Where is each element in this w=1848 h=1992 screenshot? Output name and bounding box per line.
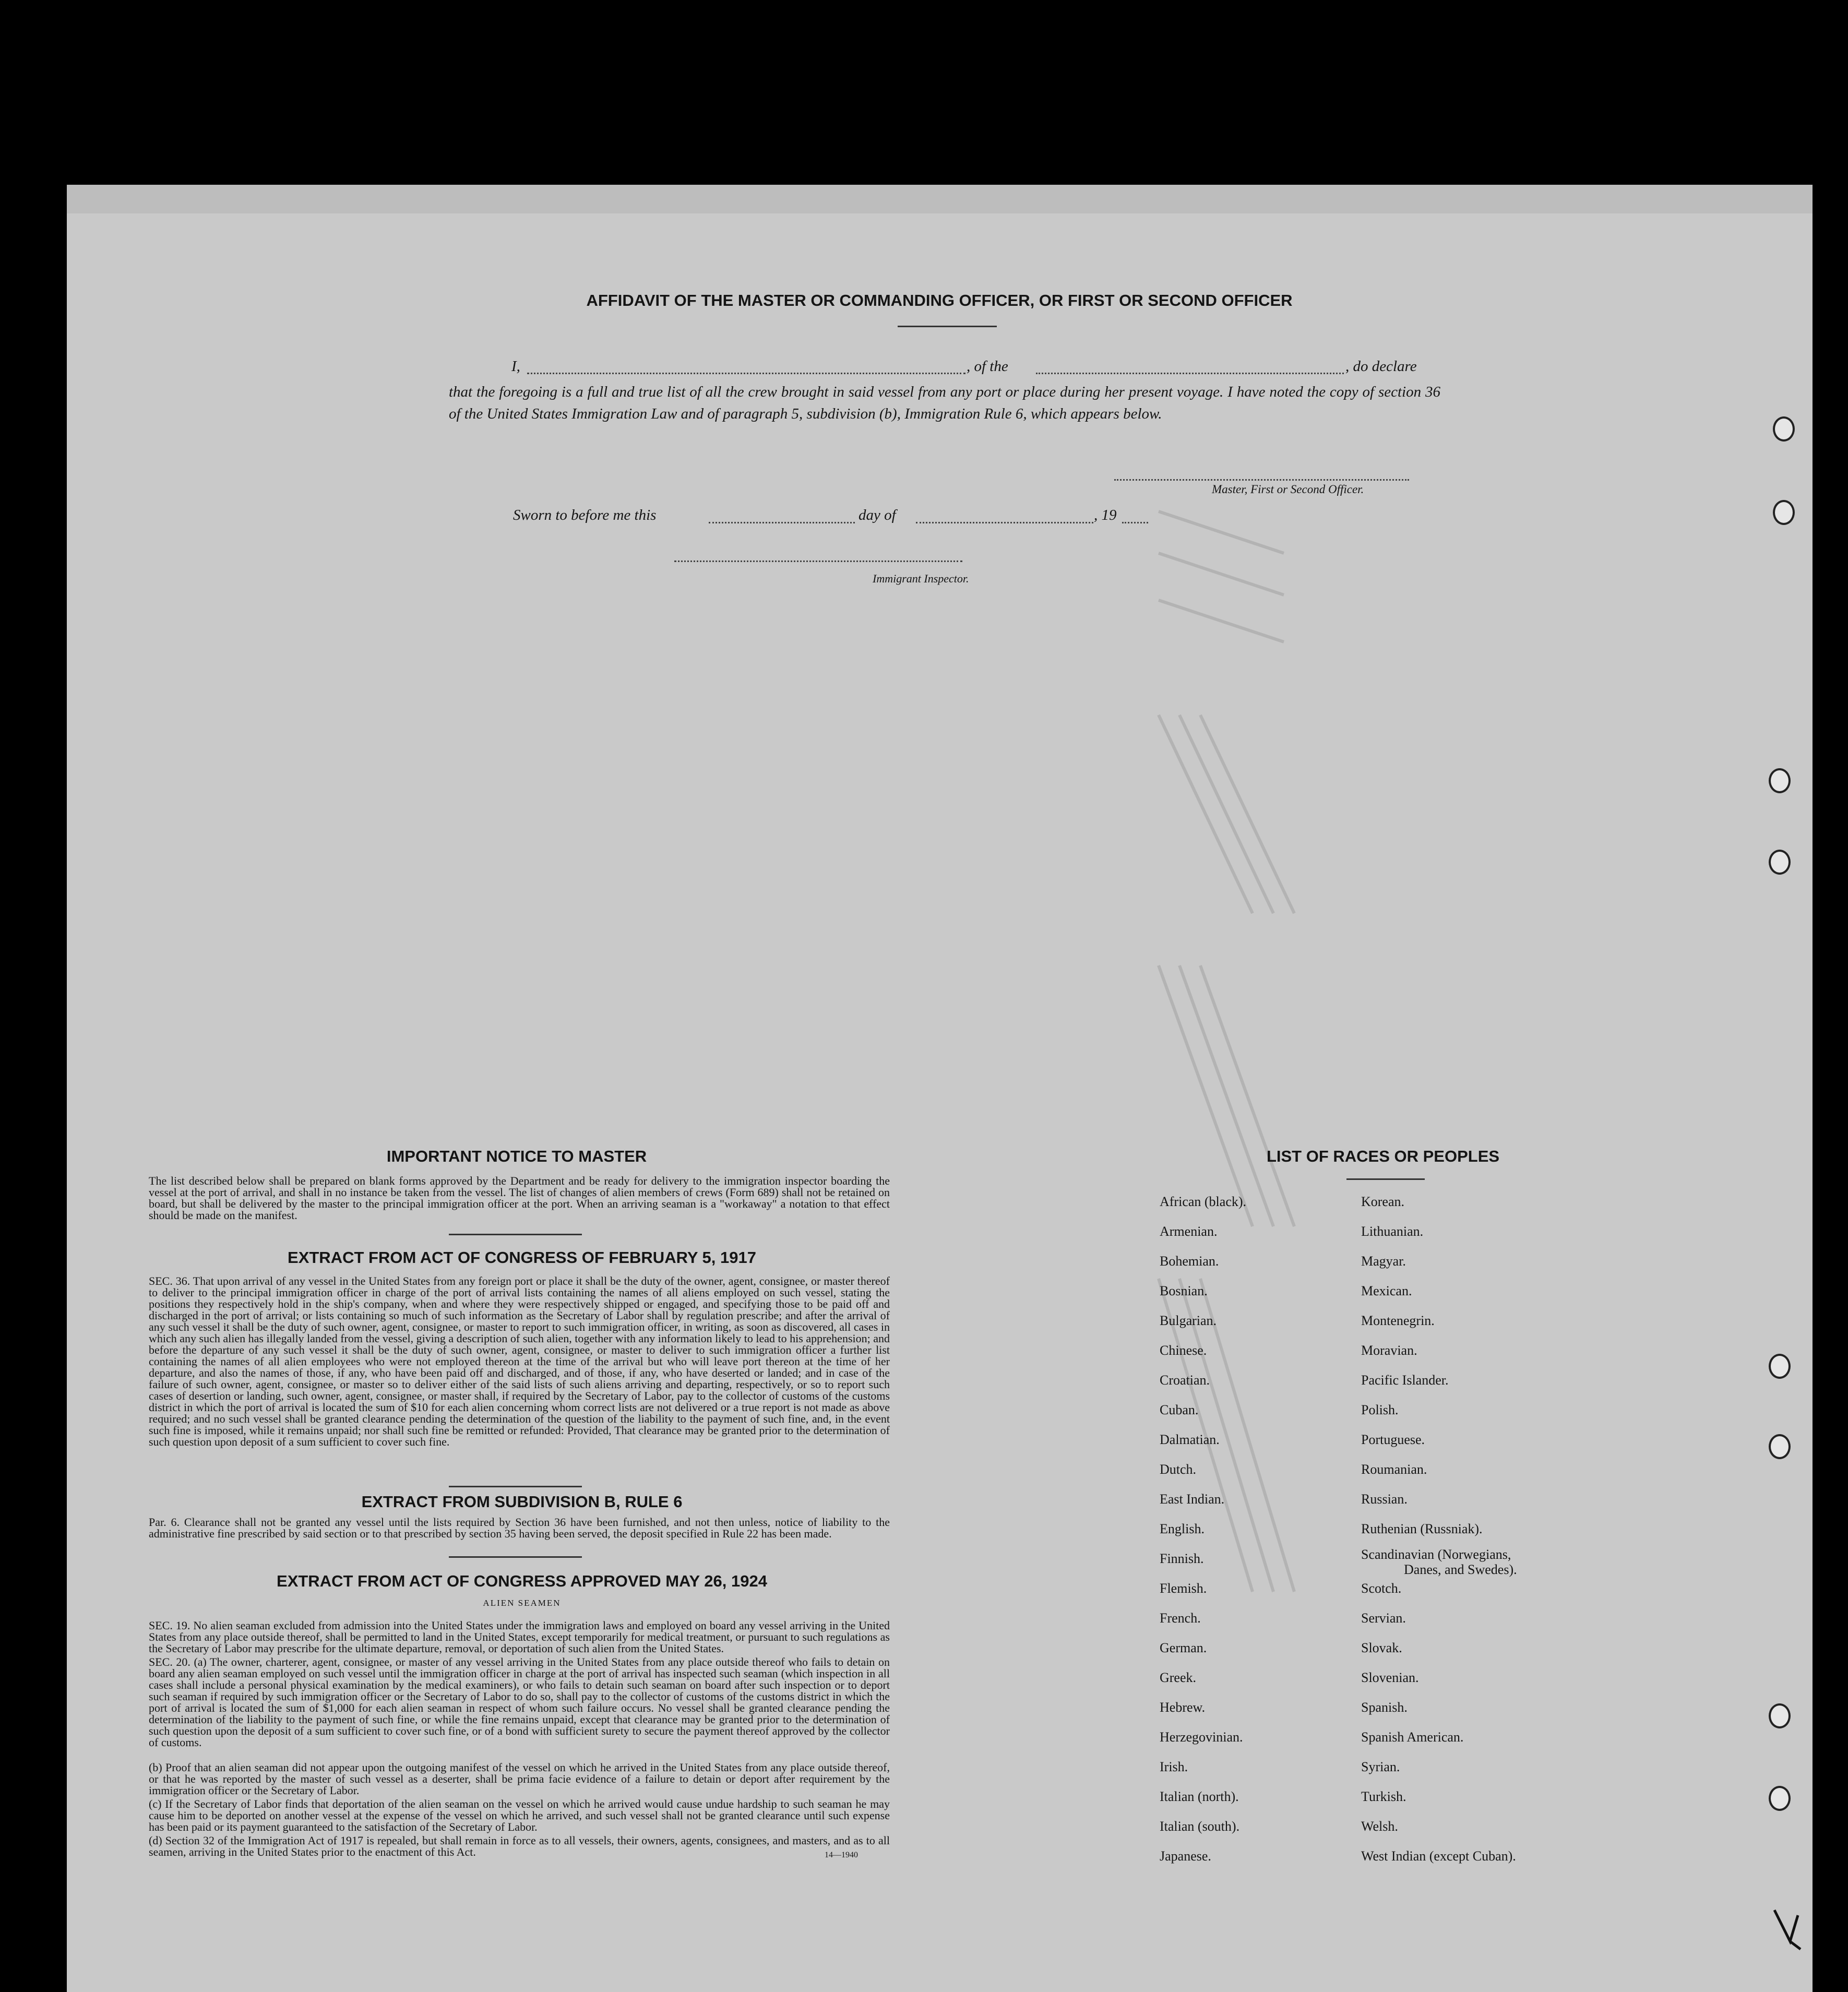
race-item: Turkish. — [1361, 1789, 1406, 1804]
race-item: Slovenian. — [1361, 1670, 1419, 1685]
name-field[interactable] — [527, 373, 965, 374]
race-item: Italian (north). — [1160, 1789, 1239, 1804]
handwritten-mark — [1769, 1905, 1806, 1952]
punch-hole-4 — [1769, 850, 1791, 875]
race-item: Hebrew. — [1160, 1700, 1206, 1715]
extract-1917-title: EXTRACT FROM ACT OF CONGRESS OF FEBRUARY 5, 1917 — [288, 1248, 756, 1267]
affidavit-of-the: , of the — [967, 358, 1008, 375]
punch-hole-1 — [1773, 416, 1795, 442]
punch-hole-7 — [1769, 1703, 1791, 1728]
race-item: Bosnian. — [1160, 1283, 1208, 1298]
race-item: Irish. — [1160, 1759, 1188, 1774]
race-item: Bohemian. — [1160, 1254, 1219, 1269]
race-item: Spanish. — [1361, 1700, 1408, 1715]
race-item: Flemish. — [1160, 1581, 1207, 1596]
day-of-label: day of — [859, 507, 896, 523]
race-item: Italian (south). — [1160, 1819, 1240, 1834]
rule6-body: Par. 6. Clearance shall not be granted any vessel until the lists required by Section 36 have been furnished, and not then unless, notice of liability to the administrative fine prescribed by said section or to that prescribed by section 35 having been served, the deposit specified in Rule 22 has been made. — [149, 1516, 890, 1540]
year-label: , 19 — [1094, 507, 1117, 523]
races-underline — [1346, 1178, 1425, 1180]
race-item: Bulgarian. — [1160, 1313, 1217, 1328]
master-signature-line[interactable] — [1114, 479, 1409, 481]
races-title: LIST OF RACES OR PEOPLES — [1266, 1147, 1500, 1165]
punch-hole-6 — [1769, 1434, 1791, 1459]
race-item: Syrian. — [1361, 1759, 1400, 1774]
punch-hole-3 — [1769, 768, 1791, 793]
rule6-title: EXTRACT FROM SUBDIVISION B, RULE 6 — [361, 1493, 683, 1511]
race-item: Slovak. — [1361, 1640, 1402, 1655]
race-item: Servian. — [1361, 1611, 1406, 1626]
extract-1917-body: SEC. 36. That upon arrival of any vessel in the United States from any foreign port or place it shall be the duty of the owner, agent, consignee, or master thereof to deliver to the principal immigration officer in charge of the port of arrival lists containing the names of all aliens employed on such vessel, stating the positions they respectively hold in the ship's company, when and where they were respectively shipped or engaged, and specifying those to be paid off and discharged in the port of arrival; or lists containing so much of such information as the Secretary of Labor shall by regulation prescribe; and after the arrival of any such vessel it shall be the duty of such owner, agent, consignee, or master to report to such immigration officer, in writing, as soon as discovered, all cases in which any such alien has illegally landed from the vessel, giving a description of such alien, together with any information likely to lead to his apprehension; and before the departure of any such vessel it shall be the duty of such owner, agent, consignee, or master to deliver to such immigration officer a further list containing the names of all alien employees who were not employed thereon at the time of the arrival but who will leave port thereon at the time of her departure, and also the names of those, if any, who have been paid off and discharged, and of those, if any, who have deserted or landed; and in case of the failure of such owner, agent, consignee, or master so to deliver either of the said lists of such aliens arriving and departing, respectively, or so to report such cases of desertion or landing, such owner, agent, consignee, or master shall, if required by the Secretary of Labor, pay to the collector of customs of the customs district in which the port of arrival is located the sum of $10 for each alien concerning whom correct lists are not delivered or a true report is not made as above required; and no such vessel shall be granted clearance pending the determination of the question of the liability to the payment of such fine, and, in the event such fine is imposed, while it remains unpaid; nor shall such fine be remitted or refunded: Provided, That clearance may be granted prior to the determination of such question upon deposit of a sum sufficient to cover such fine. — [149, 1274, 890, 1448]
sec20c-body: (c) If the Secretary of Labor finds that deportation of the alien seaman on the vessel on which he arrived would cause undue hardship to such seaman he may cause him to be deported on another vessel at the expense of the vessel on which he arrived, and such vessel shall not be granted clearance until such expense has been paid or its payment guaranteed to the satisfaction of the Secretary of Labor. — [149, 1797, 890, 1833]
race-item: Herzegovinian. — [1160, 1729, 1243, 1745]
sec20d-body: (d) Section 32 of the Immigration Act of 1917 is repealed, but shall remain in force as to all vessels, their owners, agents, consignees, and masters, and as to all seamen, arriving in the United States prior to the enactment of this Act. — [149, 1834, 890, 1858]
race-item: Roumanian. — [1361, 1462, 1427, 1477]
race-item: West Indian (except Cuban). — [1361, 1848, 1516, 1864]
page-top-strip — [67, 185, 1813, 213]
alien-seamen-subtitle: ALIEN SEAMEN — [483, 1598, 561, 1608]
punch-hole-5 — [1769, 1354, 1791, 1379]
affidavit-body: that the foregoing is a full and true list of all the crew brought in said vessel from any port or place during her present voyage. I have noted the copy of section 36 of the United States Immigration Law and of paragraph 5, subdivision (b), Immigration Rule 6, which appears below. — [449, 384, 1440, 422]
race-item: Spanish American. — [1361, 1729, 1464, 1745]
race-item: Montenegrin. — [1361, 1313, 1435, 1328]
divider-3 — [449, 1556, 582, 1558]
notice-title: IMPORTANT NOTICE TO MASTER — [386, 1147, 647, 1165]
race-item: Japanese. — [1160, 1848, 1211, 1864]
race-item: Moravian. — [1361, 1343, 1417, 1358]
punch-hole-8 — [1769, 1786, 1791, 1811]
race-item: East Indian. — [1160, 1492, 1225, 1507]
race-item: Dutch. — [1160, 1462, 1197, 1477]
race-item: Russian. — [1361, 1492, 1408, 1507]
form-number: 14—1940 — [825, 1851, 858, 1859]
title-underline — [898, 326, 997, 327]
affidavit-i: I, — [511, 358, 520, 375]
inspector-signature-line[interactable] — [674, 560, 962, 562]
race-item: Korean. — [1361, 1194, 1405, 1209]
race-item: Portuguese. — [1361, 1432, 1425, 1447]
race-item: Greek. — [1160, 1670, 1197, 1685]
punch-hole-2 — [1773, 500, 1795, 525]
race-item: Welsh. — [1361, 1819, 1398, 1834]
race-item: Scandinavian (Norwegians, — [1361, 1547, 1511, 1562]
race-item: Magyar. — [1361, 1254, 1406, 1269]
notice-body: The list described below shall be prepared on blank forms approved by the Department and be ready for delivery to the immigration inspector boarding the vessel at the port of arrival, and shall in no instance be taken from the vessel. The list of changes of alien members of crews (Form 689) shall not be retained on board, but shall be delivered by the master to the principal immigration officer at the port. When an arriving seaman is a "workaway" a notation to that effect should be made on the manifest. — [149, 1174, 890, 1222]
vessel-field[interactable] — [1036, 373, 1344, 374]
affidavit-title: AFFIDAVIT OF THE MASTER OR COMMANDING OFFICER, OR FIRST OR SECOND OFFICER — [586, 291, 1293, 309]
race-item: Chinese. — [1160, 1343, 1207, 1358]
race-item: Croatian. — [1160, 1373, 1210, 1388]
race-item: English. — [1160, 1521, 1205, 1536]
race-item: Cuban. — [1160, 1402, 1199, 1417]
race-scandinavian-cont: Danes, and Swedes). — [1404, 1562, 1517, 1577]
race-item: Dalmatian. — [1160, 1432, 1220, 1447]
sec19-body: SEC. 19. No alien seaman excluded from admission into the United States under the immigration laws and employed on board any vessel arriving in the United States from any place outside thereof, shall be permitted to land in the United States, except temporarily for medical treatment, or pursuant to such regulations as the Secretary of Labor may prescribe for the ultimate departure, removal, or deportation of such alien from the United States. — [149, 1619, 890, 1655]
sworn-month-field[interactable] — [916, 522, 1093, 523]
race-item: African (black). — [1160, 1194, 1247, 1209]
race-item: Finnish. — [1160, 1551, 1204, 1566]
race-item: Armenian. — [1160, 1224, 1218, 1239]
race-item: Pacific Islander. — [1361, 1373, 1449, 1388]
race-item: Polish. — [1361, 1402, 1399, 1417]
extract-1924-title: EXTRACT FROM ACT OF CONGRESS APPROVED MAY 26, 1924 — [277, 1572, 767, 1590]
affidavit-do-declare: , do declare — [1345, 358, 1417, 375]
sec20b-body: (b) Proof that an alien seaman did not appear upon the outgoing manifest of the vessel on which he arrived in the United States from any place outside thereof, or that he was reported by the master of such vessel as a deserter, shall be prima facie evidence of a failure to detain or deport after requirement by the immigration officer or the Secretary of Labor. — [149, 1761, 890, 1797]
race-item: Lithuanian. — [1361, 1224, 1424, 1239]
sworn-label: Sworn to before me this — [513, 507, 657, 523]
race-item: Scotch. — [1361, 1581, 1402, 1596]
divider-1 — [449, 1234, 582, 1235]
sec20a-body: SEC. 20. (a) The owner, charterer, agent, consignee, or master of any vessel arriving in the United States from any place outside thereof who fails to detain on board any alien seaman employed on such vessel until the immigration officer in charge at the port of arrival has inspected such seaman (which inspection in all cases shall include a personal physical examination by the medical examiners), or who fails to detain such seaman on board after such inspection or to deport such seaman if required by such immigration officer or the Secretary of Labor to do so, shall pay to the collector of customs of the customs district in which the port of arrival is located the sum of $1,000 for each alien seaman in respect of whom such failure occurs. No vessel shall be granted clearance pending the determination of the liability to the payment of such fine, or while the fine remains unpaid, except that clearance may be granted prior to the determination of such question upon the deposit of a sum sufficient to cover such fine, or of a bond with sufficient surety to secure the payment thereof approved by the collector of customs. — [149, 1655, 890, 1749]
race-item: German. — [1160, 1640, 1207, 1655]
divider-2 — [449, 1486, 582, 1487]
inspector-label: Immigrant Inspector. — [873, 572, 969, 585]
race-item: Mexican. — [1361, 1283, 1412, 1298]
race-item: French. — [1160, 1611, 1201, 1626]
sworn-day-field[interactable] — [709, 522, 855, 523]
master-signature-label: Master, First or Second Officer. — [1212, 483, 1364, 496]
race-item: Ruthenian (Russniak). — [1361, 1521, 1483, 1536]
sworn-year-field[interactable] — [1122, 522, 1148, 523]
